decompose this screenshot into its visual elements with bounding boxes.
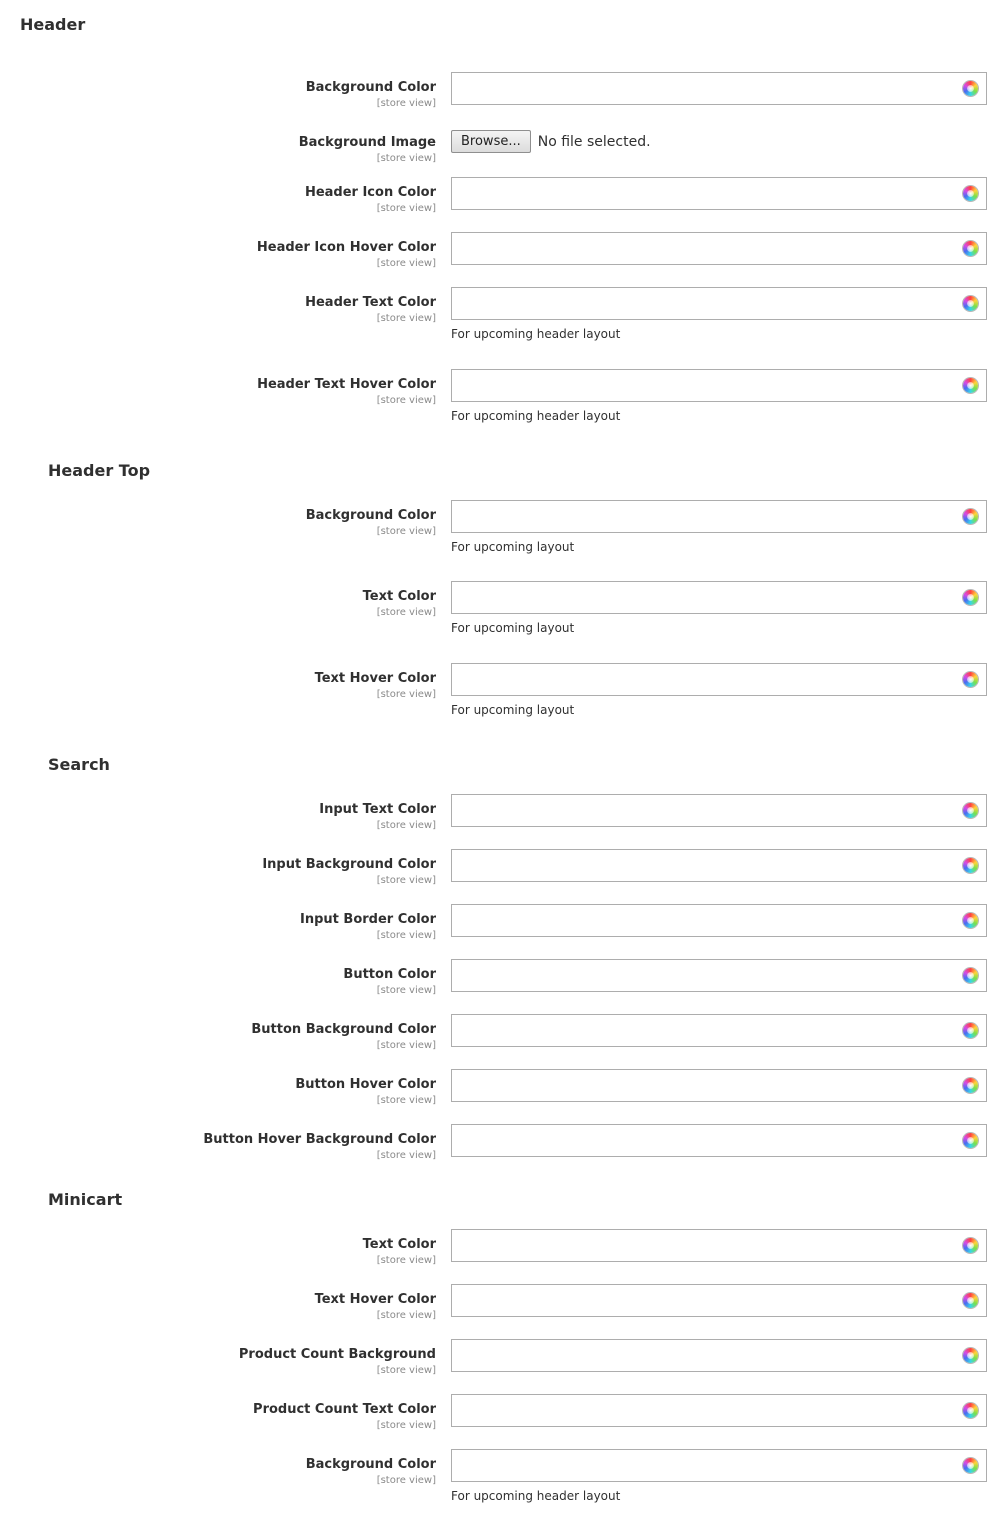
color-picker-icon[interactable] <box>963 1458 978 1473</box>
field-label <box>253 1401 436 1432</box>
field-note: For upcoming header layout <box>451 327 621 341</box>
field-label <box>262 856 436 887</box>
section-title-minicart: Minicart <box>48 1190 123 1209</box>
input-background-color-input[interactable] <box>460 851 954 882</box>
color-field <box>451 232 987 265</box>
scope-label: [store view] <box>376 1040 436 1051</box>
field-label-text: Background Color <box>305 1457 436 1472</box>
field-label-text: Background Color <box>305 80 436 95</box>
input-text-color-input[interactable] <box>460 796 954 827</box>
header-icon-hover-color-input[interactable] <box>460 234 954 265</box>
field-label <box>300 911 436 942</box>
field-label-text: Product Count Text Color <box>253 1402 436 1417</box>
color-field <box>451 177 987 210</box>
header-text-color-input[interactable] <box>460 289 954 320</box>
field-label <box>306 1456 436 1487</box>
field-label <box>251 1021 436 1052</box>
field-label <box>315 1291 436 1322</box>
field-label-text: Button Background Color <box>251 1022 436 1037</box>
field-label <box>305 294 436 325</box>
color-picker-icon[interactable] <box>963 81 978 96</box>
color-picker-icon[interactable] <box>963 1078 978 1093</box>
color-field <box>451 72 987 105</box>
scope-label: [store view] <box>376 930 436 941</box>
minicart-text-color-input[interactable] <box>460 1231 954 1262</box>
field-label-text: Background Color <box>305 508 436 523</box>
field-label-text: Button Hover Color <box>295 1077 436 1092</box>
field-label-text: Header Text Color <box>305 295 436 310</box>
field-label <box>239 1346 436 1377</box>
field-label-text: Header Icon Hover Color <box>256 240 436 255</box>
field-note: For upcoming layout <box>451 621 575 635</box>
field-label <box>319 801 436 832</box>
color-field <box>451 849 987 882</box>
field-label <box>315 670 436 701</box>
field-label-text: Header Text Hover Color <box>257 377 436 392</box>
color-picker-icon[interactable] <box>963 803 978 818</box>
file-upload <box>451 130 651 153</box>
color-picker-icon[interactable] <box>963 968 978 983</box>
color-picker-icon[interactable] <box>963 296 978 311</box>
color-picker-icon[interactable] <box>963 1133 978 1148</box>
color-field <box>451 1339 987 1372</box>
field-label-text: Text Color <box>362 1237 436 1252</box>
color-field <box>451 1229 987 1262</box>
color-picker-icon[interactable] <box>963 378 978 393</box>
header-text-hover-color-input[interactable] <box>460 371 954 402</box>
color-picker-icon[interactable] <box>963 858 978 873</box>
field-note: For upcoming header layout <box>451 1489 621 1503</box>
field-label <box>363 1236 436 1267</box>
color-picker-icon[interactable] <box>963 509 978 524</box>
header-top-text-color-input[interactable] <box>460 583 954 614</box>
field-label-text: Button Color <box>343 967 436 982</box>
minicart-background-color-input[interactable] <box>460 1451 954 1482</box>
field-note: For upcoming header layout <box>451 409 621 423</box>
scope-label: [store view] <box>376 1420 436 1431</box>
field-label-text: Text Hover Color <box>314 671 436 686</box>
color-field <box>451 794 987 827</box>
color-picker-icon[interactable] <box>963 1023 978 1038</box>
field-label-text: Text Color <box>362 589 436 604</box>
field-label-text: Product Count Background <box>238 1347 436 1362</box>
scope-label: [store view] <box>376 258 436 269</box>
color-picker-icon[interactable] <box>963 1238 978 1253</box>
scope-label: [store view] <box>376 1310 436 1321</box>
scope-label: [store view] <box>376 1150 436 1161</box>
color-field <box>451 500 987 533</box>
color-picker-icon[interactable] <box>963 913 978 928</box>
field-label <box>306 507 436 538</box>
field-label-text: Button Hover Background Color <box>203 1132 436 1147</box>
scope-label: [store view] <box>376 820 436 831</box>
field-note: For upcoming layout <box>451 540 575 554</box>
color-field <box>451 663 987 696</box>
scope-label: [store view] <box>376 1475 436 1486</box>
scope-label: [store view] <box>376 1095 436 1106</box>
color-field <box>451 959 987 992</box>
product-count-background-input[interactable] <box>460 1341 954 1372</box>
scope-label: [store view] <box>376 607 436 618</box>
field-label <box>299 134 436 165</box>
header-icon-color-input[interactable] <box>460 179 954 210</box>
input-border-color-input[interactable] <box>460 906 954 937</box>
scope-label: [store view] <box>376 689 436 700</box>
button-hover-color-input[interactable] <box>460 1071 954 1102</box>
field-label <box>306 79 436 110</box>
color-field <box>451 1069 987 1102</box>
color-field <box>451 1014 987 1047</box>
color-field <box>451 581 987 614</box>
scope-label: [store view] <box>376 526 436 537</box>
section-title-header-top: Header Top <box>48 461 151 480</box>
field-label-text: Text Hover Color <box>314 1292 436 1307</box>
color-field <box>451 1449 987 1482</box>
field-label <box>257 376 436 407</box>
field-label-text: Input Text Color <box>319 802 436 817</box>
field-label-text: Background Image <box>298 135 436 150</box>
field-label <box>343 966 436 997</box>
product-count-text-color-input[interactable] <box>460 1396 954 1427</box>
field-note: For upcoming layout <box>451 703 575 717</box>
field-label-text: Input Background Color <box>262 857 436 872</box>
color-picker-icon[interactable] <box>963 1348 978 1363</box>
file-status-text: No file selected. <box>537 133 651 150</box>
header-top-text-hover-color-input[interactable] <box>460 665 954 696</box>
field-label-text: Input Border Color <box>300 912 436 927</box>
color-picker-icon[interactable] <box>963 1293 978 1308</box>
field-label <box>363 588 436 619</box>
color-field <box>451 904 987 937</box>
scope-label: [store view] <box>376 1255 436 1266</box>
scope-label: [store view] <box>376 1365 436 1376</box>
scope-label: [store view] <box>376 985 436 996</box>
background-color-input[interactable] <box>460 74 954 105</box>
color-picker-icon[interactable] <box>963 590 978 605</box>
color-field <box>451 369 987 402</box>
color-picker-icon[interactable] <box>963 1403 978 1418</box>
scope-label: [store view] <box>376 395 436 406</box>
scope-label: [store view] <box>376 203 436 214</box>
field-label <box>305 184 436 215</box>
scope-label: [store view] <box>376 98 436 109</box>
color-picker-icon[interactable] <box>963 186 978 201</box>
minicart-text-hover-color-input[interactable] <box>460 1286 954 1317</box>
color-field <box>451 1394 987 1427</box>
button-hover-background-color-input[interactable] <box>460 1126 954 1157</box>
color-picker-icon[interactable] <box>963 241 978 256</box>
color-field <box>451 287 987 320</box>
field-label <box>203 1131 436 1162</box>
button-color-input[interactable] <box>460 961 954 992</box>
color-field <box>451 1124 987 1157</box>
field-label <box>295 1076 436 1107</box>
field-label <box>257 239 436 270</box>
section-title-header: Header <box>20 15 86 34</box>
color-picker-icon[interactable] <box>963 672 978 687</box>
header-top-background-color-input[interactable] <box>460 502 954 533</box>
browse-button[interactable]: Browse... <box>451 130 531 153</box>
color-field <box>451 1284 987 1317</box>
scope-label: [store view] <box>376 153 436 164</box>
button-background-color-input[interactable] <box>460 1016 954 1047</box>
scope-label: [store view] <box>376 875 436 886</box>
field-label-text: Header Icon Color <box>304 185 436 200</box>
section-title-search: Search <box>48 755 110 774</box>
scope-label: [store view] <box>376 313 436 324</box>
